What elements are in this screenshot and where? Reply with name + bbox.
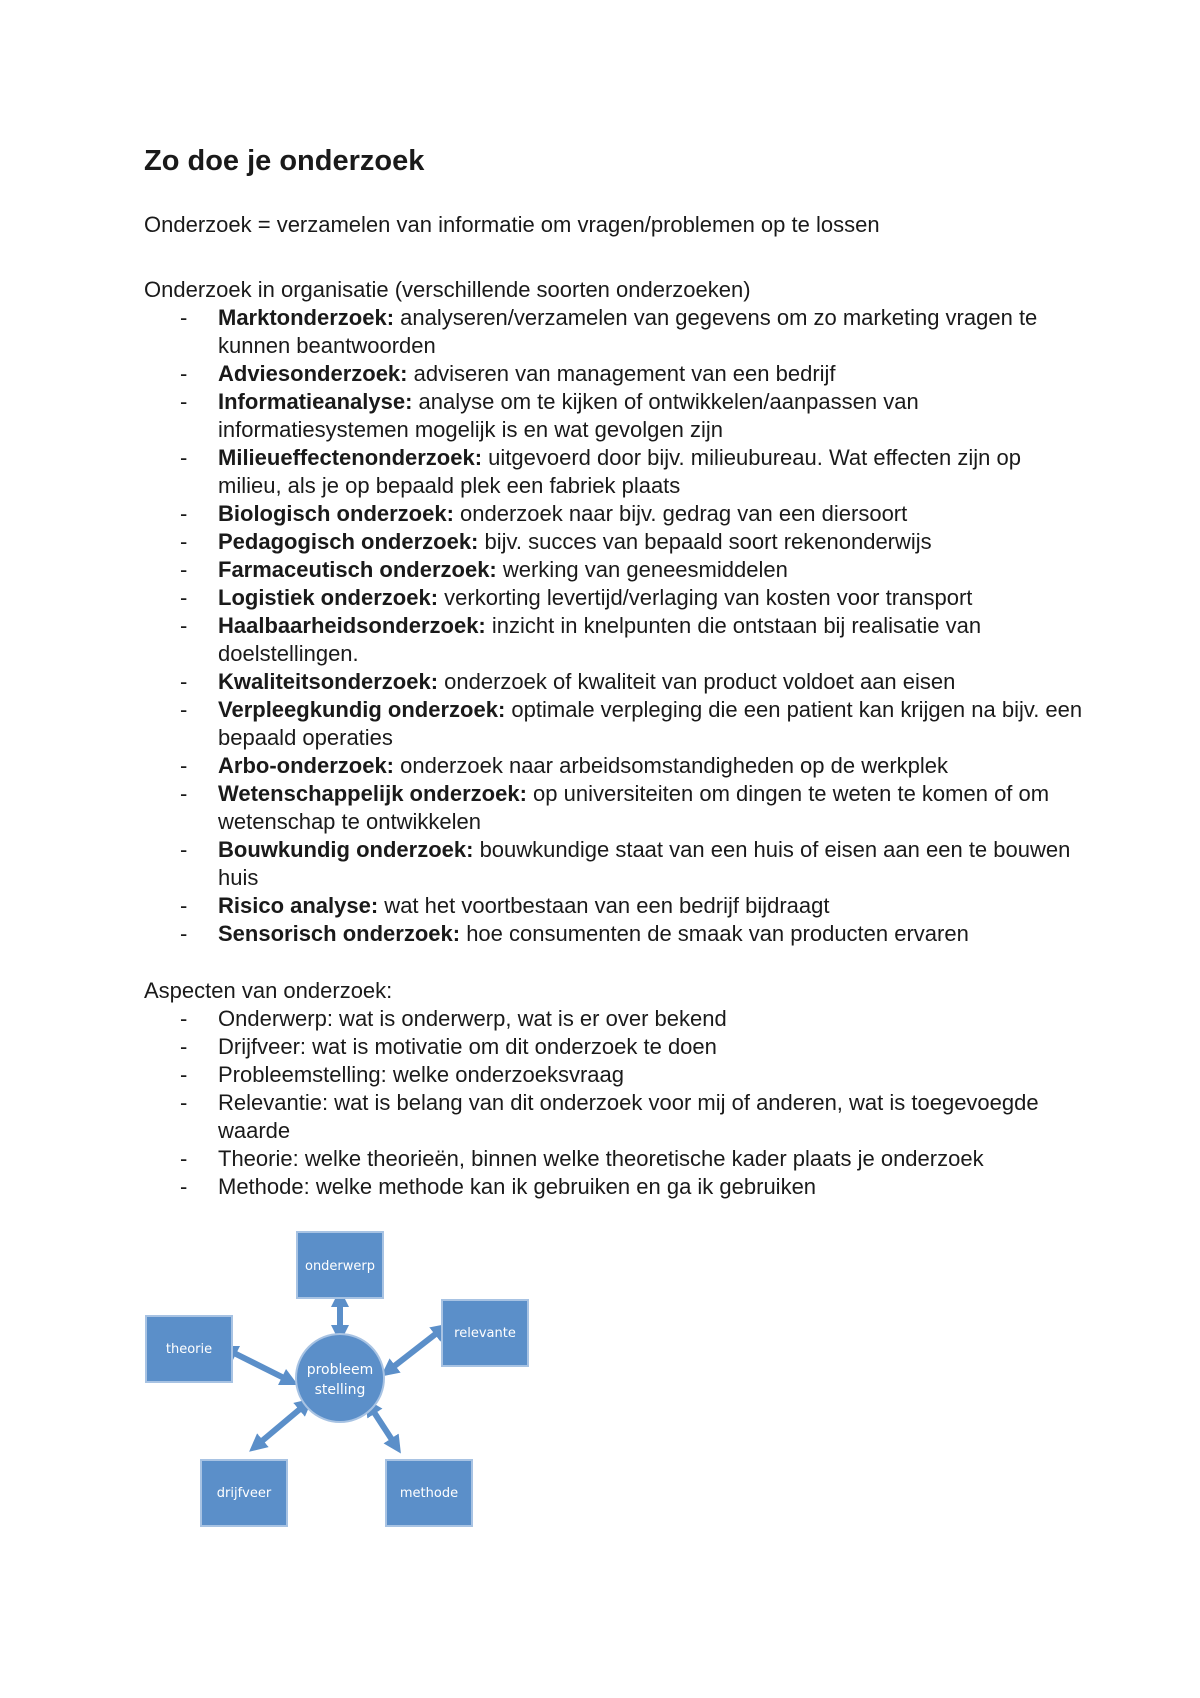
research-aspect-item bbox=[144, 1061, 1084, 1089]
list-dash: - bbox=[180, 501, 188, 526]
research-type-item bbox=[144, 752, 1084, 780]
list-dash: - bbox=[180, 697, 188, 722]
list-dash: - bbox=[180, 1090, 188, 1115]
list-dash: - bbox=[180, 585, 188, 610]
research-type-item bbox=[144, 360, 1084, 388]
list-dash: - bbox=[180, 445, 188, 470]
list-dash: - bbox=[180, 557, 188, 582]
research-aspect-item bbox=[144, 1089, 1084, 1145]
research-type-term: Arbo-onderzoek: bbox=[218, 753, 394, 778]
list-dash: - bbox=[180, 753, 188, 778]
research-type-term: Haalbaarheidsonderzoek: bbox=[218, 613, 486, 638]
list-dash: - bbox=[180, 921, 188, 946]
section-heading-aspecten: Aspecten van onderzoek: bbox=[144, 978, 393, 1003]
research-type-description: wat het voortbestaan van een bedrijf bijdraagt bbox=[378, 893, 830, 918]
research-type-term: Adviesonderzoek: bbox=[218, 361, 408, 386]
research-type-item bbox=[144, 388, 1084, 444]
research-type-description: werking van geneesmiddelen bbox=[496, 557, 788, 582]
research-aspects-list bbox=[144, 1005, 1084, 1201]
research-type-description: verkorting levertijd/verlaging van kosten voor transport bbox=[438, 585, 973, 610]
research-type-description: onderzoek naar arbeidsomstandigheden op de werkplek bbox=[394, 753, 949, 778]
list-dash: - bbox=[180, 389, 188, 414]
list-dash: - bbox=[180, 1034, 188, 1059]
list-dash: - bbox=[180, 669, 188, 694]
research-type-term: Verpleegkundig onderzoek: bbox=[218, 697, 506, 722]
research-types-list bbox=[144, 304, 1084, 948]
page-title: Zo doe je onderzoek bbox=[144, 145, 425, 177]
list-dash: - bbox=[180, 305, 188, 330]
list-dash: - bbox=[180, 1062, 188, 1087]
research-type-item bbox=[144, 444, 1084, 500]
research-type-description: onderzoek naar bijv. gedrag van een diersoort bbox=[453, 501, 908, 526]
research-type-description: inzicht in knelpunten die ontstaan bij realisatie van doelstellingen. bbox=[218, 613, 982, 666]
arrow-methode bbox=[370, 1406, 396, 1446]
research-type-item bbox=[144, 668, 1084, 696]
research-aspect-item bbox=[144, 1033, 1084, 1061]
research-type-term: Risico analyse: bbox=[218, 893, 379, 918]
list-dash: - bbox=[180, 1146, 188, 1171]
probleemstelling-circle bbox=[296, 1334, 384, 1422]
definition-text: Onderzoek = verzamelen van informatie om vragen/problemen op te lossen bbox=[144, 212, 880, 237]
research-type-term: Farmaceutisch onderzoek: bbox=[218, 557, 497, 582]
research-type-description: onderzoek of kwaliteit van product voldoet aan eisen bbox=[438, 669, 956, 694]
list-dash: - bbox=[180, 1174, 188, 1199]
onderwerp-label: onderwerp bbox=[304, 1259, 376, 1274]
list-dash: - bbox=[180, 361, 188, 386]
list-dash: - bbox=[180, 781, 188, 806]
research-type-description: analyse om te kijken of ontwikkelen/aanpassen van informatiesystemen mogelijk is en wat gevolgen zijn bbox=[218, 389, 919, 442]
relevante-label: relevante bbox=[454, 1326, 516, 1341]
probleemstelling-label-1: probleem bbox=[306, 1362, 374, 1378]
research-aspect-text: Probleemstelling: welke onderzoeksvraag bbox=[218, 1062, 624, 1087]
research-aspect-text: Theorie: welke theorieën, binnen welke theoretische kader plaats je onderzoek bbox=[218, 1146, 984, 1171]
research-type-term: Logistiek onderzoek: bbox=[218, 585, 439, 610]
research-type-item bbox=[144, 304, 1084, 360]
section-heading-organisatie: Onderzoek in organisatie (verschillende soorten onderzoeken) bbox=[144, 277, 751, 302]
drijfveer-label: drijfveer bbox=[216, 1486, 272, 1501]
research-type-term: Biologisch onderzoek: bbox=[218, 501, 454, 526]
research-type-term: Wetenschappelijk onderzoek: bbox=[218, 781, 527, 806]
research-type-description: op universiteiten om dingen te weten te komen of om wetenschap te ontwikkelen bbox=[218, 781, 1050, 834]
research-aspect-text: Onderwerp: wat is onderwerp, wat is er over bekend bbox=[218, 1006, 727, 1031]
arrow-relevante bbox=[388, 1329, 442, 1371]
list-dash: - bbox=[180, 837, 188, 862]
research-type-item bbox=[144, 920, 1084, 948]
list-dash: - bbox=[180, 529, 188, 554]
methode-label: methode bbox=[399, 1486, 459, 1501]
research-aspect-text: Drijfveer: wat is motivatie om dit onderzoek te doen bbox=[218, 1034, 717, 1059]
research-type-term: Milieueffectenonderzoek: bbox=[218, 445, 483, 470]
research-type-item bbox=[144, 836, 1084, 892]
research-aspect-text: Relevantie: wat is belang van dit onderzoek voor mij of anderen, wat is toegevoegde waarde bbox=[218, 1090, 1039, 1143]
research-type-description: bouwkundige staat van een huis of eisen aan een te bouwen huis bbox=[218, 837, 1071, 890]
research-type-term: Marktonderzoek: bbox=[218, 305, 395, 330]
arrow-theorie bbox=[228, 1350, 290, 1381]
research-type-item bbox=[144, 584, 1084, 612]
arrow-drijfveer bbox=[256, 1404, 306, 1446]
research-type-term: Kwaliteitsonderzoek: bbox=[218, 669, 439, 694]
research-type-item bbox=[144, 500, 1084, 528]
research-type-item bbox=[144, 556, 1084, 584]
list-dash: - bbox=[180, 893, 188, 918]
research-type-term: Bouwkundig onderzoek: bbox=[218, 837, 474, 862]
research-aspect-item bbox=[144, 1145, 1084, 1173]
research-type-description: hoe consumenten de smaak van producten ervaren bbox=[460, 921, 969, 946]
research-type-term: Informatieanalyse: bbox=[218, 389, 413, 414]
probleemstelling-label-2: stelling bbox=[314, 1382, 366, 1398]
research-type-item bbox=[144, 892, 1084, 920]
research-type-term: Pedagogisch onderzoek: bbox=[218, 529, 479, 554]
research-type-item bbox=[144, 696, 1084, 752]
research-type-description: optimale verpleging die een patient kan krijgen na bijv. een bepaald operaties bbox=[218, 697, 1083, 750]
research-type-description: bijv. succes van bepaald soort rekenonderwijs bbox=[478, 529, 932, 554]
research-type-term: Sensorisch onderzoek: bbox=[218, 921, 461, 946]
research-type-description: uitgevoerd door bijv. milieubureau. Wat effecten zijn op milieu, als je op bepaald plek een fabriek plaats bbox=[218, 445, 1021, 498]
research-type-item bbox=[144, 528, 1084, 556]
research-type-description: analyseren/verzamelen van gegevens om zo marketing vragen te kunnen beantwoorden bbox=[218, 305, 1038, 358]
research-aspect-item bbox=[144, 1005, 1084, 1033]
research-type-description: adviseren van management van een bedrijf bbox=[407, 361, 836, 386]
list-dash: - bbox=[180, 613, 188, 638]
theorie-label: theorie bbox=[165, 1342, 213, 1357]
research-aspect-text: Methode: welke methode kan ik gebruiken en ga ik gebruiken bbox=[218, 1174, 817, 1199]
research-aspect-item bbox=[144, 1173, 1084, 1201]
research-type-item bbox=[144, 612, 1084, 668]
research-aspects-diagram bbox=[144, 1226, 544, 1536]
list-dash: - bbox=[180, 1006, 188, 1031]
diagram-svg bbox=[144, 1226, 544, 1536]
research-type-item bbox=[144, 780, 1084, 836]
